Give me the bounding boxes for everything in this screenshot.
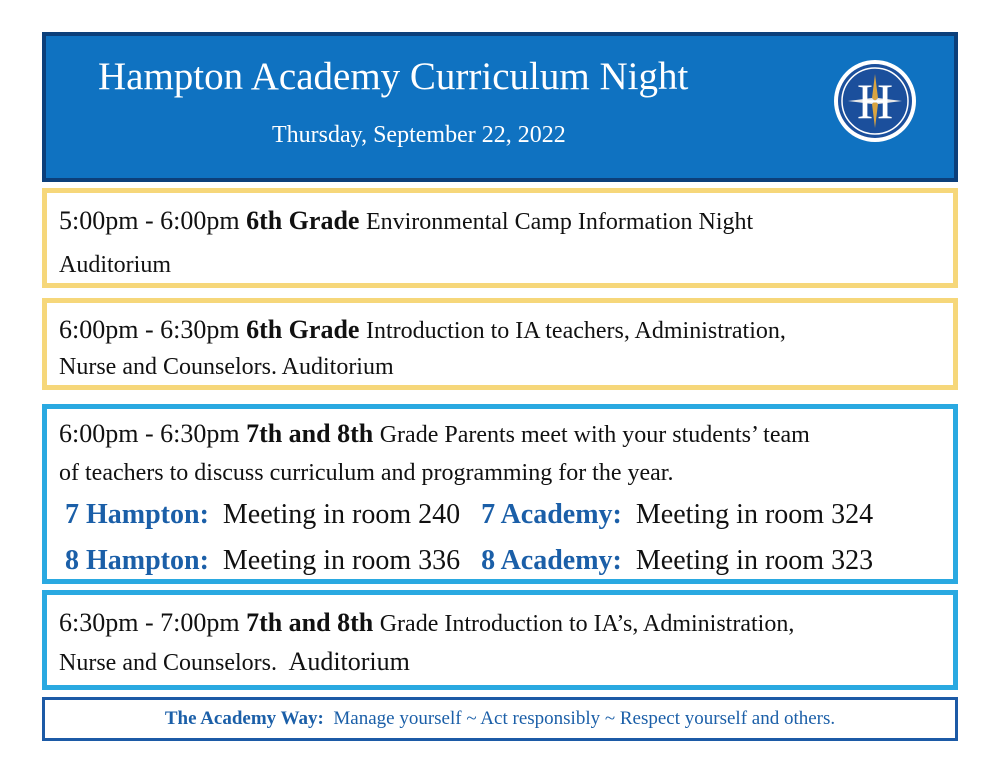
description: Grade Introduction to IA’s, Administration, [379,611,795,637]
block-2-line-1 [59,311,943,350]
description: Introduction to IA teachers, Administration, [365,318,786,344]
event-date: Thursday, September 22, 2022 [272,122,566,148]
location: Auditorium [59,252,171,278]
team-label: 8 Hampton: [65,545,209,576]
description: Nurse and Counselors. [59,650,277,676]
room-assignment: Meeting in room 323 [635,545,874,576]
school-logo-icon [832,58,918,144]
grade-label: 6th Grade [246,315,360,344]
room-assignment: Meeting in room 336 [222,545,461,576]
grade-label: 6th Grade [246,206,360,235]
time-range: 6:00pm - 6:30pm [59,419,240,448]
description: Grade Parents meet with your students’ team [379,422,810,448]
room-assignment: Meeting in room 324 [635,499,874,530]
time-range: 6:00pm - 6:30pm [59,315,240,344]
motto-label: The Academy Way: [164,708,324,729]
block-3-line-1 [59,415,943,454]
logo-letter: H [856,73,894,129]
schedule-block-3 [42,404,958,584]
description: Environmental Camp Information Night [365,209,754,235]
room-assignment: Meeting in room 240 [222,499,461,530]
schedule-block-4 [42,590,958,690]
time-range: 5:00pm - 6:00pm [59,206,240,235]
block-3-line-2: of teachers to discuss curriculum and programming for the year. [59,460,674,486]
motto-footer [42,697,958,741]
grade-label: 7th and 8th [246,608,374,637]
block-4-line-2 [59,644,943,681]
schedule-block-2 [42,298,958,390]
block-1-line-1 [59,201,943,242]
block-4-line-1 [59,603,943,644]
block-2-line-2: Nurse and Counselors. Auditorium [59,354,394,380]
location: Auditorium [288,647,410,676]
time-range: 6:30pm - 7:00pm [59,608,240,637]
page-title: Hampton Academy Curriculum Night [98,55,689,98]
team-label: 7 Academy: [481,499,622,530]
team-label: 8 Academy: [481,545,622,576]
schedule-block-1 [42,188,958,288]
grade-label: 7th and 8th [246,419,374,448]
team-label: 7 Hampton: [65,499,209,530]
header-banner [42,32,958,182]
room-row-2 [59,538,943,584]
room-row-1 [59,492,943,538]
motto-text: Manage yourself ~ Act responsibly ~ Respect yourself and others. [333,708,836,729]
